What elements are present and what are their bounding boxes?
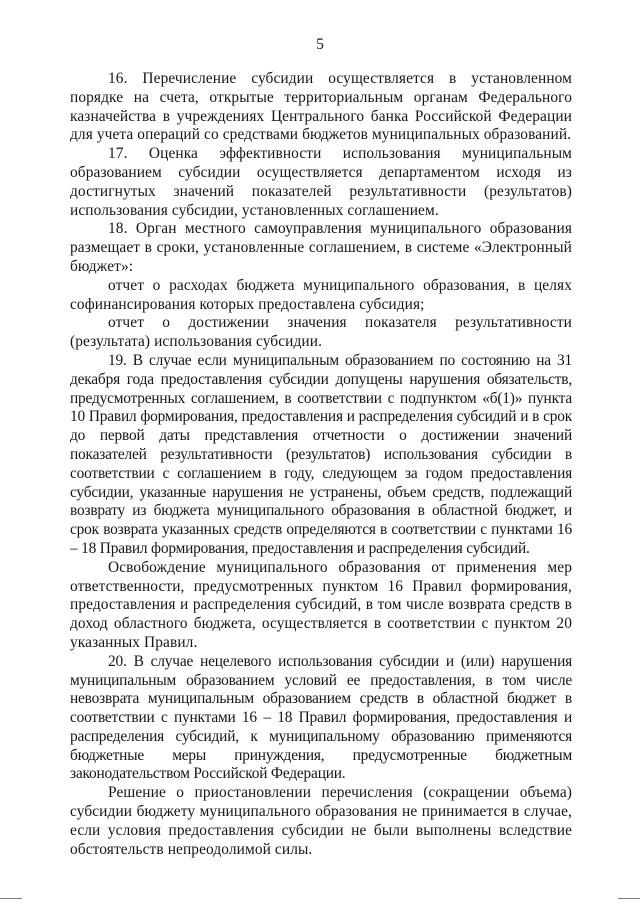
paragraph-18: 18. Орган местного самоуправления муниципального образования размещает в сроки, установленные соглашением, в системе «Электронный бюджет»: [70, 220, 572, 275]
scan-edge-mark-left [0, 898, 22, 899]
scan-edge-mark-right [618, 898, 640, 899]
page-number: 5 [316, 36, 324, 53]
paragraph-19-exemption: Освобождение муниципального образования от применения мер ответственности, предусмотренных пунктом 16 Правил формирования, предоставления и распределения субсидий, в том числе возврата средств в доход областного бюджета, осуществляется в соответствии с пунктом 20 указанных Правил. [70, 558, 572, 651]
document-body [70, 70, 572, 859]
paragraph-20-force-majeure: Решение о приостановлении перечисления (сокращении объема) субсидии бюджету муниципального образования не принимается в случае, если условия предоставления субсидии не были выполнены вследствие обстоятельств непреодолимой силы. [70, 784, 572, 858]
paragraph-18-item-results-report: отчет о достижении значения показателя результативности (результата) использования субсидии. [70, 314, 572, 351]
paragraph-19: 19. В случае если муниципальным образованием по состоянию на 31 декабря года предоставления субсидии допущены нарушения обязательств, предусмотренных соглашением, в соответствии с подпунктом «б(1)» пункта 10 Правил формирования, предоставления и распределения субсидий и в срок до первой даты представления отчетности о достижении значений показателей результативности (результатов) использования субсидии в соответствии с соглашением в году, следующем за годом предоставления субсидии, указанные нарушения не устранены, объем средств, подлежащий возврату из бюджета муниципального образования в областной бюджет, и срок возврата указанных средств определяются в соответствии с пунктами 16 – 18 Правил формирования, предоставления и распределения субсидий. [70, 351, 572, 557]
paragraph-16: 16. Перечисление субсидии осуществляется в установленном порядке на счета, открытые территориальным органам Федерального казначейства в учреждениях Центрального банка Российской Федерации для учета операций со средствами бюджетов муниципальных образований. [70, 70, 572, 144]
paragraph-18-item-expenses-report: отчет о расходах бюджета муниципального образования, в целях софинансирования которых предоставлена субсидия; [70, 276, 572, 313]
paragraph-17: 17. Оценка эффективности использования муниципальным образованием субсидии осуществляется департаментом исходя из достигнутых значений показателей результативности (результатов) использования субсидии, установленных соглашением. [70, 145, 572, 219]
paragraph-20: 20. В случае нецелевого использования субсидии и (или) нарушения муниципальным образованием условий ее предоставления, в том числе невозврата муниципальным образованием средств в областной бюджет в соответствии с пунктами 16 – 18 Правил формирования, предоставления и распределения субсидий, к муниципальному образованию применяются бюджетные меры принуждения, предусмотренные бюджетным законодательством Российской Федерации. [70, 652, 572, 783]
